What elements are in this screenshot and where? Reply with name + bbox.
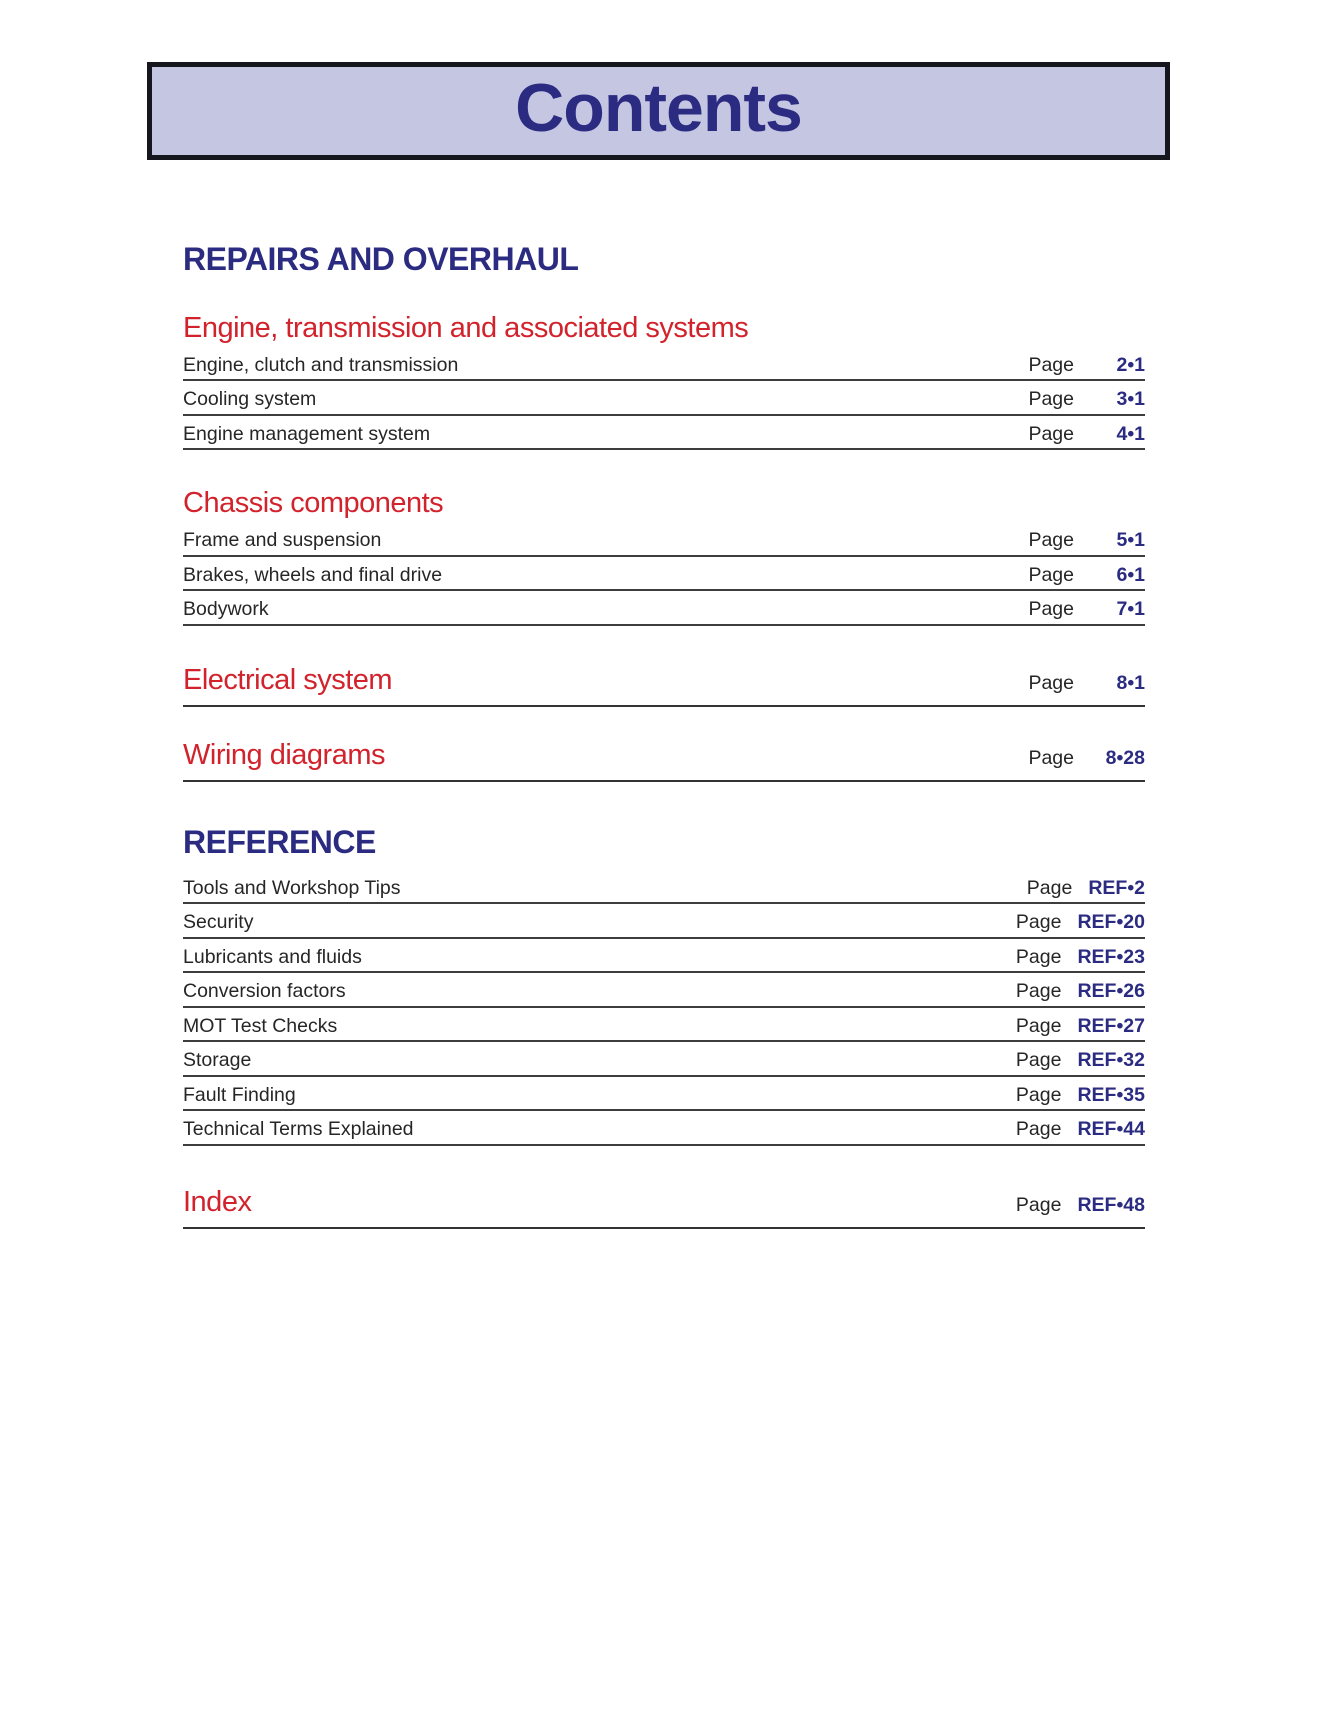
toc-entry-page bbox=[1028, 672, 1145, 695]
toc-entry-page bbox=[1016, 912, 1145, 932]
toc-standalone-index bbox=[183, 1185, 1145, 1229]
page-number: 8•28 bbox=[1105, 746, 1145, 769]
page-number: 7•1 bbox=[1116, 598, 1145, 621]
group-heading-engine: Engine, transmission and associated systems bbox=[183, 312, 749, 344]
page-number: REF•26 bbox=[1077, 980, 1145, 1003]
toc-row bbox=[183, 522, 1145, 556]
page-word: Page bbox=[1015, 980, 1062, 1003]
page-number: REF•44 bbox=[1077, 1118, 1145, 1141]
page-word: Page bbox=[1015, 1083, 1062, 1106]
page-word: Page bbox=[1028, 746, 1074, 769]
page-number: 5•1 bbox=[1116, 529, 1145, 552]
page-word: Page bbox=[1028, 529, 1074, 552]
toc-entry-label: Fault Finding bbox=[183, 1083, 296, 1106]
toc-row bbox=[183, 870, 1145, 904]
section-heading-repairs: REPAIRS AND OVERHAUL bbox=[183, 241, 579, 277]
page-number: REF•35 bbox=[1077, 1083, 1145, 1106]
page-number: 3•1 bbox=[1116, 388, 1145, 411]
toc-entry-label: Brakes, wheels and final drive bbox=[183, 563, 443, 586]
toc-row bbox=[183, 347, 1145, 381]
page-number: 8•1 bbox=[1116, 671, 1145, 694]
page-word: Page bbox=[1015, 945, 1062, 968]
page-title: Contents bbox=[515, 70, 802, 146]
toc-row bbox=[183, 1111, 1145, 1145]
page-word: Page bbox=[1015, 911, 1062, 934]
toc-entry-label: Storage bbox=[183, 1049, 252, 1072]
toc-entry-page bbox=[1016, 1194, 1145, 1217]
toc-row bbox=[183, 557, 1145, 591]
page-word: Page bbox=[1028, 598, 1074, 621]
group-heading-index: Index bbox=[183, 1185, 252, 1218]
toc-row bbox=[183, 973, 1145, 1007]
toc-entry-page bbox=[1016, 1085, 1145, 1105]
toc-row bbox=[183, 416, 1145, 450]
toc-entry-label: MOT Test Checks bbox=[183, 1014, 338, 1037]
page-word: Page bbox=[1015, 1014, 1062, 1037]
toc-entry-label: Frame and suspension bbox=[183, 529, 382, 552]
toc-entry-page bbox=[1028, 747, 1145, 770]
toc-entry-page bbox=[1016, 1016, 1145, 1036]
toc-entry-page bbox=[1028, 355, 1145, 375]
toc-entry-page bbox=[1016, 1119, 1145, 1139]
page-number: REF•27 bbox=[1077, 1014, 1145, 1037]
page-word: Page bbox=[1015, 1049, 1062, 1072]
toc-entry-page bbox=[1028, 424, 1145, 444]
group-heading-electrical: Electrical system bbox=[183, 663, 393, 696]
toc-group-engine-rows bbox=[183, 347, 1145, 450]
toc-standalone-wiring bbox=[183, 738, 1145, 782]
page-word: Page bbox=[1028, 388, 1074, 411]
toc-content bbox=[183, 0, 1145, 1229]
toc-row bbox=[183, 1077, 1145, 1111]
toc-entry-label: Technical Terms Explained bbox=[183, 1118, 414, 1141]
toc-row bbox=[183, 1042, 1145, 1076]
page-number: REF•32 bbox=[1077, 1049, 1145, 1072]
toc-row bbox=[183, 1008, 1145, 1042]
page-word: Page bbox=[1028, 422, 1074, 445]
toc-entry-label: Bodywork bbox=[183, 598, 269, 621]
toc-entry-page bbox=[1028, 389, 1145, 409]
toc-row bbox=[183, 591, 1145, 625]
toc-row bbox=[183, 939, 1145, 973]
page-word: Page bbox=[1026, 876, 1073, 899]
toc-entry-page bbox=[1028, 530, 1145, 550]
page-word: Page bbox=[1028, 563, 1074, 586]
toc-entry-label: Engine management system bbox=[183, 422, 431, 445]
page-number: REF•23 bbox=[1077, 945, 1145, 968]
page-number: 2•1 bbox=[1116, 354, 1145, 376]
page-number: 6•1 bbox=[1116, 563, 1145, 586]
page-number: REF•20 bbox=[1077, 911, 1145, 934]
toc-entry-page bbox=[1016, 1050, 1145, 1070]
toc-standalone-electrical bbox=[183, 663, 1145, 707]
page-number: REF•48 bbox=[1077, 1193, 1145, 1216]
toc-entry-label: Cooling system bbox=[183, 388, 317, 411]
toc-entry-page bbox=[1028, 599, 1145, 619]
toc-entry-page bbox=[1016, 981, 1145, 1001]
section-heading-reference: REFERENCE bbox=[183, 823, 376, 860]
toc-entry-page bbox=[1027, 878, 1145, 898]
page-word: Page bbox=[1015, 1118, 1062, 1141]
toc-row bbox=[183, 381, 1145, 415]
page-word: Page bbox=[1015, 1193, 1062, 1216]
toc-entry-page bbox=[1028, 565, 1145, 585]
group-heading-chassis: Chassis components bbox=[183, 487, 444, 520]
toc-entry-page bbox=[1016, 947, 1145, 967]
toc-entry-label: Engine, clutch and transmission bbox=[183, 354, 459, 376]
group-heading-wiring: Wiring diagrams bbox=[183, 738, 385, 771]
toc-entry-label: Lubricants and fluids bbox=[183, 945, 362, 968]
page-word: Page bbox=[1028, 354, 1074, 376]
page-number: REF•2 bbox=[1088, 876, 1145, 899]
page-number: 4•1 bbox=[1116, 422, 1145, 445]
toc-entry-label: Tools and Workshop Tips bbox=[183, 876, 401, 899]
page-word: Page bbox=[1028, 671, 1074, 694]
toc-group-chassis-rows bbox=[183, 522, 1145, 625]
toc-entry-label: Security bbox=[183, 911, 254, 934]
toc-row bbox=[183, 904, 1145, 938]
toc-reference-rows bbox=[183, 870, 1145, 1146]
toc-entry-label: Conversion factors bbox=[183, 980, 346, 1003]
